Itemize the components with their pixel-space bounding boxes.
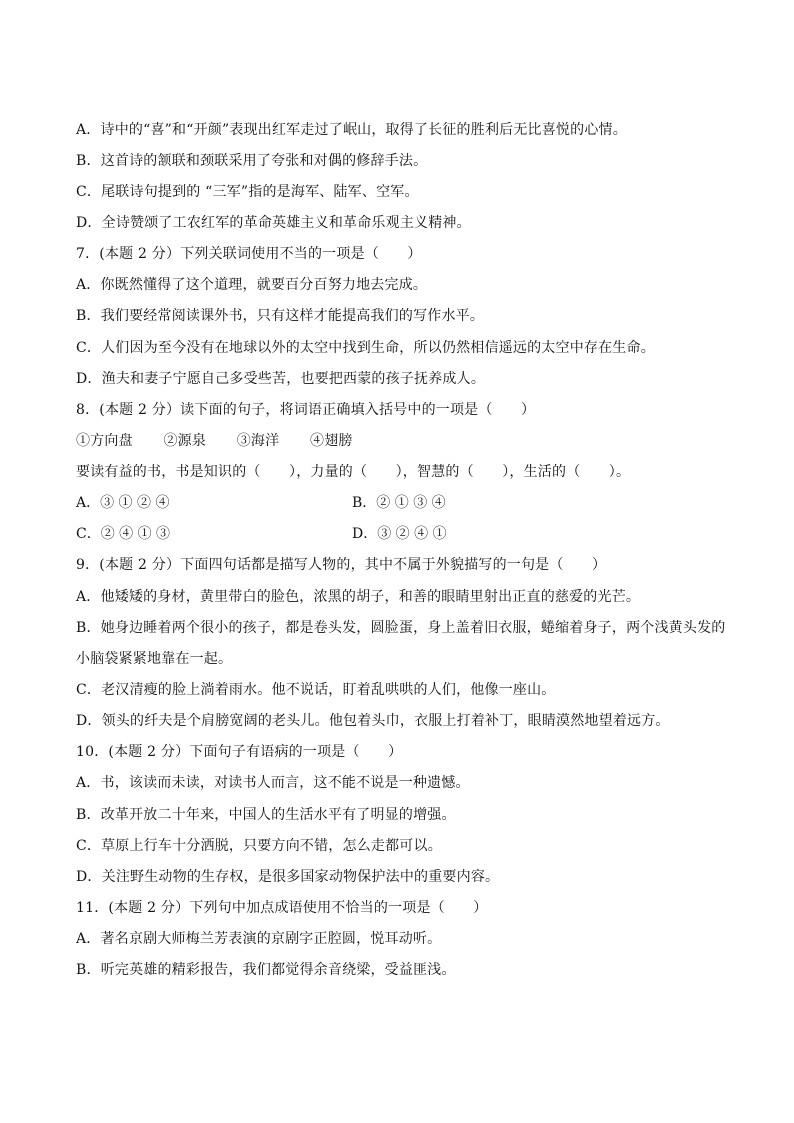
q8-word-3: ③海洋: [236, 433, 280, 449]
q7-stem: 7．(本题 2 分）下列关联词使用不当的一项是（ ）: [76, 246, 422, 262]
q8-word-1: ①方向盘: [76, 433, 133, 449]
q9-option-c: C．老汉清瘦的脸上淌着雨水。他不说话，盯着乱哄哄的人们，他像一座山。: [76, 682, 556, 698]
q7-option-c: C．人们因为至今没有在地球以外的太空中找到生命，所以仍然相信遥远的太空中存在生命。: [76, 340, 655, 356]
q10-stem: 10．(本题 2 分）下面句子有语病的一项是（ ）: [76, 744, 403, 760]
q11-option-a: A．著名京剧大师梅兰芳表演的京剧字正腔圆，悦耳动听。: [76, 931, 442, 947]
q7-option-a: A．你既然懂得了这个道理，就要百分百努力地去完成。: [76, 277, 428, 293]
q11-option-b: B．听完英雄的精彩报告，我们都觉得余音绕梁，受益匪浅。: [76, 962, 456, 978]
q8-sentence: 要读有益的书，书是知识的（ ），力量的（ ），智慧的（ ），生活的（ ）。: [76, 464, 631, 480]
q9-stem: 9．(本题 2 分）下面四句话都是描写人物的，其中不属于外貌描写的一句是（ ）: [76, 557, 607, 573]
q9-option-a: A．他矮矮的身材，黄里带白的脸色，浓黑的胡子，和善的眼睛里射出正直的慈爱的光芒。: [76, 589, 641, 605]
q8-word-4: ④翅膀: [310, 433, 353, 449]
q6-option-a: A．诗中的“喜”和“开颜”表现出红军走过了岷山，取得了长征的胜利后无比喜悦的心情。: [76, 122, 627, 138]
q11-stem: 11．(本题 2 分）下列句中加点成语使用不恰当的一项是（ ）: [76, 900, 488, 916]
q8-option-d: D．③ ② ④ ①: [352, 526, 447, 542]
q9-option-d: D．领头的纤夫是个肩膀宽阔的老头儿。他包着头巾，衣服上打着补丁，眼睛漠然地望着远方。: [76, 713, 670, 729]
q10-option-c: C．草原上行车十分洒脱，只要方向不错，怎么走都可以。: [76, 838, 442, 854]
q8-stem: 8．(本题 2 分）读下面的句子，将词语正确填入括号中的一项是（ ）: [76, 402, 536, 418]
q8-option-c: C．② ④ ① ③: [76, 526, 171, 542]
q7-option-d: D．渔夫和妻子宁愿自己多受些苦，也要把西蒙的孩子抚养成人。: [76, 371, 486, 387]
q8-option-a: A．③ ① ② ④: [76, 495, 170, 511]
q6-option-c: C．尾联诗句提到的 “三军”指的是海军、陆军、空军。: [76, 184, 419, 200]
q9-option-b-line-1: B．她身边睡着两个很小的孩子，都是卷头发，圆脸蛋，身上盖着旧衣服，蜷缩着身子，两个浅黄头发的: [76, 620, 726, 636]
q7-option-b: B．我们要经常阅读课外书，只有这样才能提高我们的写作水平。: [76, 308, 485, 324]
q6-option-b: B．这首诗的颔联和颈联采用了夸张和对偶的修辞手法。: [76, 153, 428, 169]
q8-word-list: [76, 432, 734, 450]
q8-option-b: B．② ① ③ ④: [352, 495, 446, 511]
q6-option-d: D．全诗赞颂了工农红军的革命英雄主义和革命乐观主义精神。: [76, 215, 471, 231]
q10-option-b: B．改革开放二十年来，中国人的生活水平有了明显的增强。: [76, 807, 456, 823]
q9-option-b-line-2: 小脑袋紧紧地靠在一起。: [76, 651, 233, 667]
q10-option-d: D．关注野生动物的生存权，是很多国家动物保护法中的重要内容。: [76, 869, 500, 885]
q10-option-a: A．书，该读而未读，对读书人而言，这不能不说是一种遗憾。: [76, 775, 470, 791]
q8-word-2: ②源泉: [163, 433, 207, 449]
